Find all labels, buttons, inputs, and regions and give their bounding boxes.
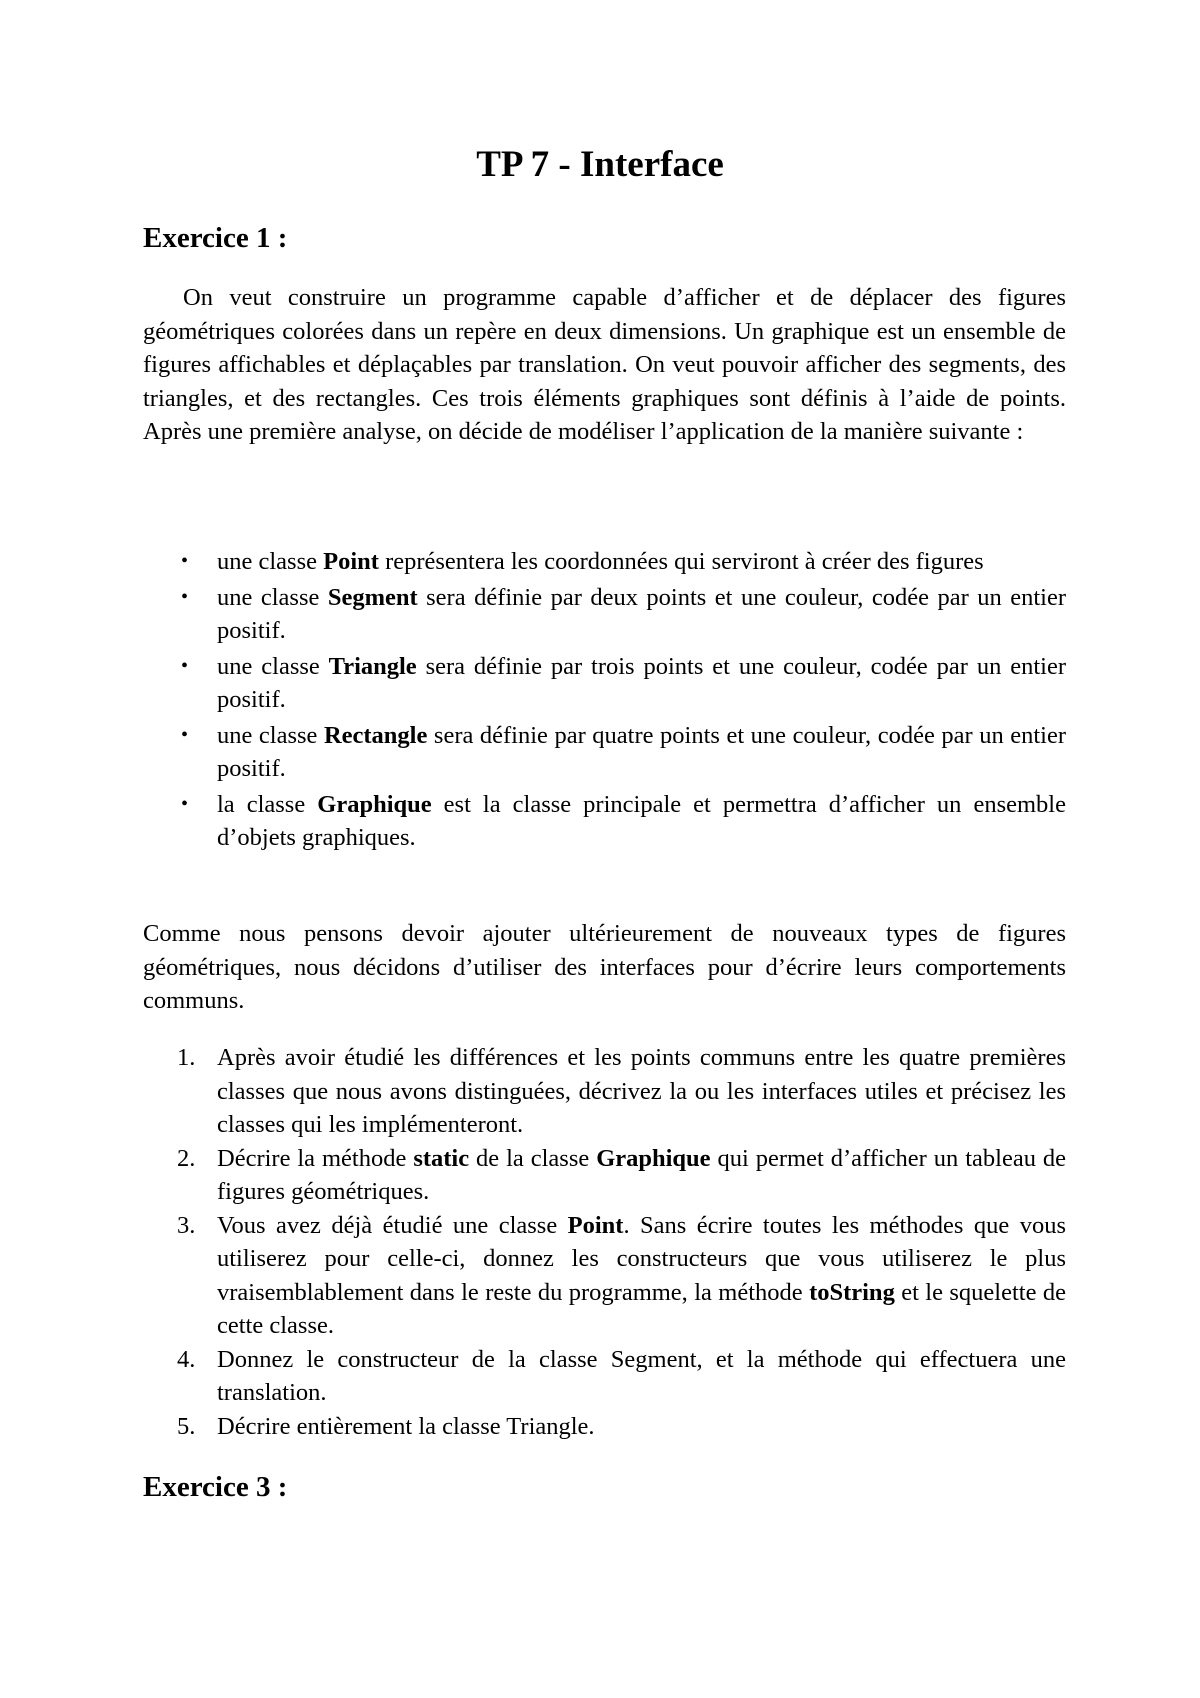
bullet-icon: • [181, 792, 189, 815]
question-text: et le squelette de cette classe. [217, 1278, 1066, 1339]
bullet-icon: • [181, 723, 189, 746]
bullet-icon: • [181, 654, 189, 677]
bullet-item [143, 650, 1066, 717]
question-text: de la classe [469, 1144, 597, 1172]
bullet-item [143, 719, 1066, 786]
bullet-item [143, 545, 1066, 579]
question-text: Après avoir étudié les différences et les points communs entre les quatre premières classes que nous avons distinguées, décrivez la ou les interfaces utiles et précisez les classes qui les implémenteront. [217, 1044, 1066, 1138]
keyword: toString [809, 1278, 895, 1306]
question-number: 1. [177, 1044, 196, 1071]
bullet-icon: • [181, 550, 189, 572]
question-item [143, 1343, 1066, 1410]
bullet-text: une classe [217, 721, 324, 749]
question-text: Décrire la méthode [217, 1144, 414, 1172]
question-item [143, 1209, 1066, 1343]
bullet-text: une classe [217, 583, 328, 611]
keyword: static [413, 1144, 470, 1172]
bullet-item [143, 788, 1066, 855]
question-text: . Sans écrire toutes les méthodes que vous utiliserez pour celle-ci, donnez les constructeurs que vous utiliserez le plus vraisemblablement dans le reste du programme, la méthode [217, 1211, 1066, 1306]
question-text: qui permet d’afficher un tableau de figures géométriques. [217, 1144, 1067, 1205]
bullet-text: sera définie par quatre points et une couleur, codée par un entier positif. [217, 721, 1067, 782]
question-item [143, 1410, 1066, 1444]
bullet-icon: • [181, 585, 189, 608]
bullet-text: la classe [217, 790, 318, 818]
class-description-list [143, 545, 1066, 857]
question-item [143, 1041, 1066, 1142]
question-item [143, 1142, 1066, 1209]
question-number: 5. [177, 1412, 196, 1440]
bullet-text: sera définie par trois points et une couleur, codée par un entier positif. [217, 652, 1066, 713]
keyword: Point [567, 1211, 624, 1239]
question-number: 4. [177, 1345, 196, 1373]
question-number: 3. [177, 1211, 196, 1239]
class-name: Point [323, 548, 379, 575]
page-title: TP 7 - Interface [476, 144, 724, 185]
bullet-text: représentera les coordonnées qui serviront à créer des figures [378, 548, 984, 575]
bullet-item [143, 581, 1066, 648]
class-name: Triangle [328, 652, 417, 680]
question-text: Donnez le constructeur de la classe Segment, et la méthode qui effectuera une translation. [217, 1345, 1066, 1406]
bullet-text: sera définie par deux points et une couleur, codée par un entier positif. [217, 583, 1067, 644]
question-text: Décrire entièrement la classe Triangle. [217, 1412, 595, 1440]
class-name: Rectangle [323, 721, 428, 749]
keyword: Graphique [596, 1144, 711, 1172]
question-number: 2. [177, 1144, 196, 1172]
class-name: Segment [327, 583, 418, 611]
class-name: Graphique [317, 790, 432, 818]
exercise-3-heading: Exercice 3 : [143, 1471, 288, 1503]
exercise-1-transition: Comme nous pensons devoir ajouter ultérieurement de nouveaux types de figures géométriques, nous décidons d’utiliser des interfaces pour d’écrire leurs comportements communs. [143, 920, 1066, 1014]
question-list [143, 1041, 1066, 1443]
exercise-1-heading: Exercice 1 : [143, 222, 288, 254]
question-text: Vous avez déjà étudié une classe [217, 1211, 568, 1239]
bullet-text: une classe [217, 548, 324, 575]
exercise-1-intro: On veut construire un programme capable d’afficher et de déplacer des figures géométriques colorées dans un repère en deux dimensions. Un graphique est un ensemble de figures affichables et déplaçables par translation. On veut pouvoir afficher des segments, des triangles, et des rectangles. Ces trois éléments graphiques sont définis à l’aide de points. Après une première analyse, on décide de modéliser l’application de la manière suivante : [143, 284, 1066, 445]
bullet-text: est la classe principale et permettra d’afficher un ensemble d’objets graphiques. [217, 790, 1066, 851]
bullet-text: une classe [217, 652, 329, 680]
